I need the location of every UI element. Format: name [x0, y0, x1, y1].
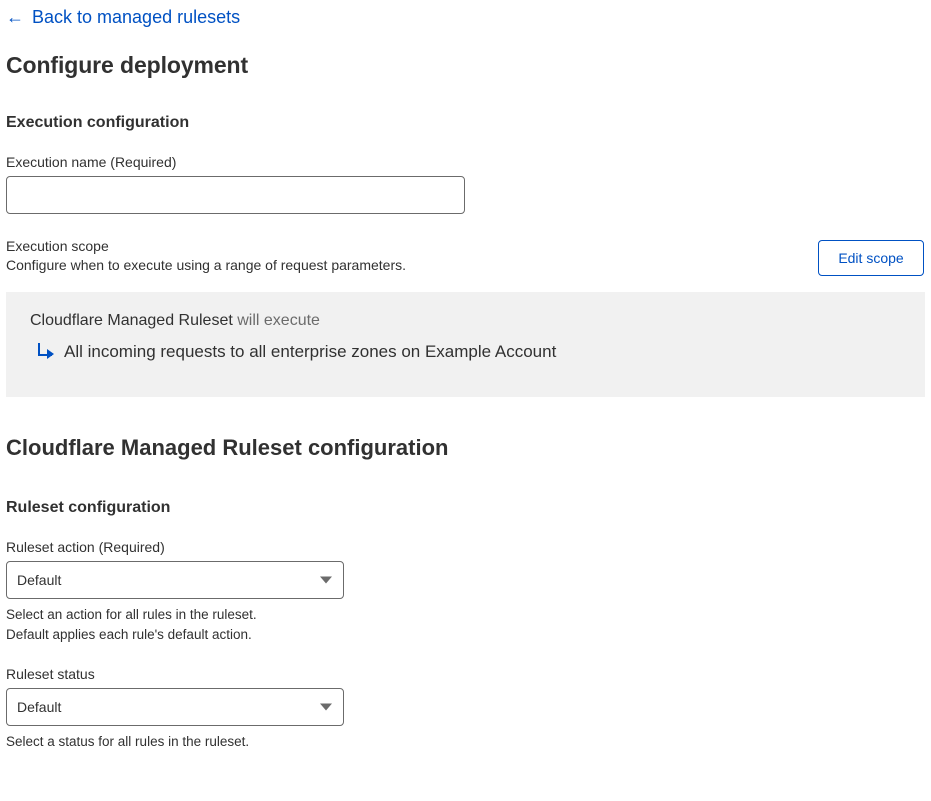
ruleset-status-help-line1: Select a status for all rules in the ruleset. — [6, 734, 250, 750]
execution-scope-texts — [6, 238, 406, 273]
branch-arrow-icon — [36, 343, 54, 363]
execution-configuration-heading: Execution configuration — [6, 114, 190, 131]
panel-scope-line — [30, 342, 925, 363]
panel-will-execute-text: will execute — [232, 312, 320, 329]
ruleset-action-label: Ruleset action (Required) — [6, 539, 165, 555]
execution-scope-summary-panel — [6, 292, 925, 397]
ruleset-status-value: Default — [17, 699, 62, 716]
ruleset-status-label: Ruleset status — [6, 666, 95, 683]
execution-scope-description: Configure when to execute using a range of request parameters. — [6, 257, 407, 273]
ruleset-status-select[interactable] — [6, 688, 344, 726]
execution-name-label: Execution name (Required) — [6, 154, 177, 170]
back-to-managed-rulesets-link[interactable] — [6, 8, 240, 26]
ruleset-configuration-heading: Ruleset configuration — [6, 499, 171, 516]
ruleset-action-help-line2: Default applies each rule's default action. — [6, 626, 252, 642]
ruleset-status-select-wrap — [6, 688, 344, 726]
panel-ruleset-line — [30, 312, 925, 330]
managed-ruleset-configuration-section — [6, 435, 925, 461]
ruleset-action-select[interactable] — [6, 561, 344, 599]
edit-scope-button[interactable]: Edit scope — [818, 240, 924, 276]
ruleset-action-select-wrap — [6, 561, 344, 599]
configure-deployment-page — [0, 8, 931, 801]
execution-scope-title: Execution scope — [6, 238, 109, 254]
panel-ruleset-name: Cloudflare Managed Ruleset — [30, 312, 233, 329]
managed-ruleset-configuration-heading: Cloudflare Managed Ruleset configuration — [6, 435, 449, 460]
arrow-left-icon: ← — [6, 7, 24, 27]
execution-scope-row — [6, 238, 925, 276]
ruleset-action-value: Default — [17, 572, 62, 588]
execution-name-input[interactable] — [6, 176, 465, 214]
panel-scope-summary: All incoming requests to all enterprise zones on Example Account — [64, 342, 557, 361]
back-link-label: Back to managed rulesets — [32, 7, 241, 27]
ruleset-action-help-line1: Select an action for all rules in the ruleset. — [6, 607, 257, 622]
page-title: Configure deployment — [6, 52, 249, 78]
ruleset-configuration-block — [6, 499, 925, 752]
